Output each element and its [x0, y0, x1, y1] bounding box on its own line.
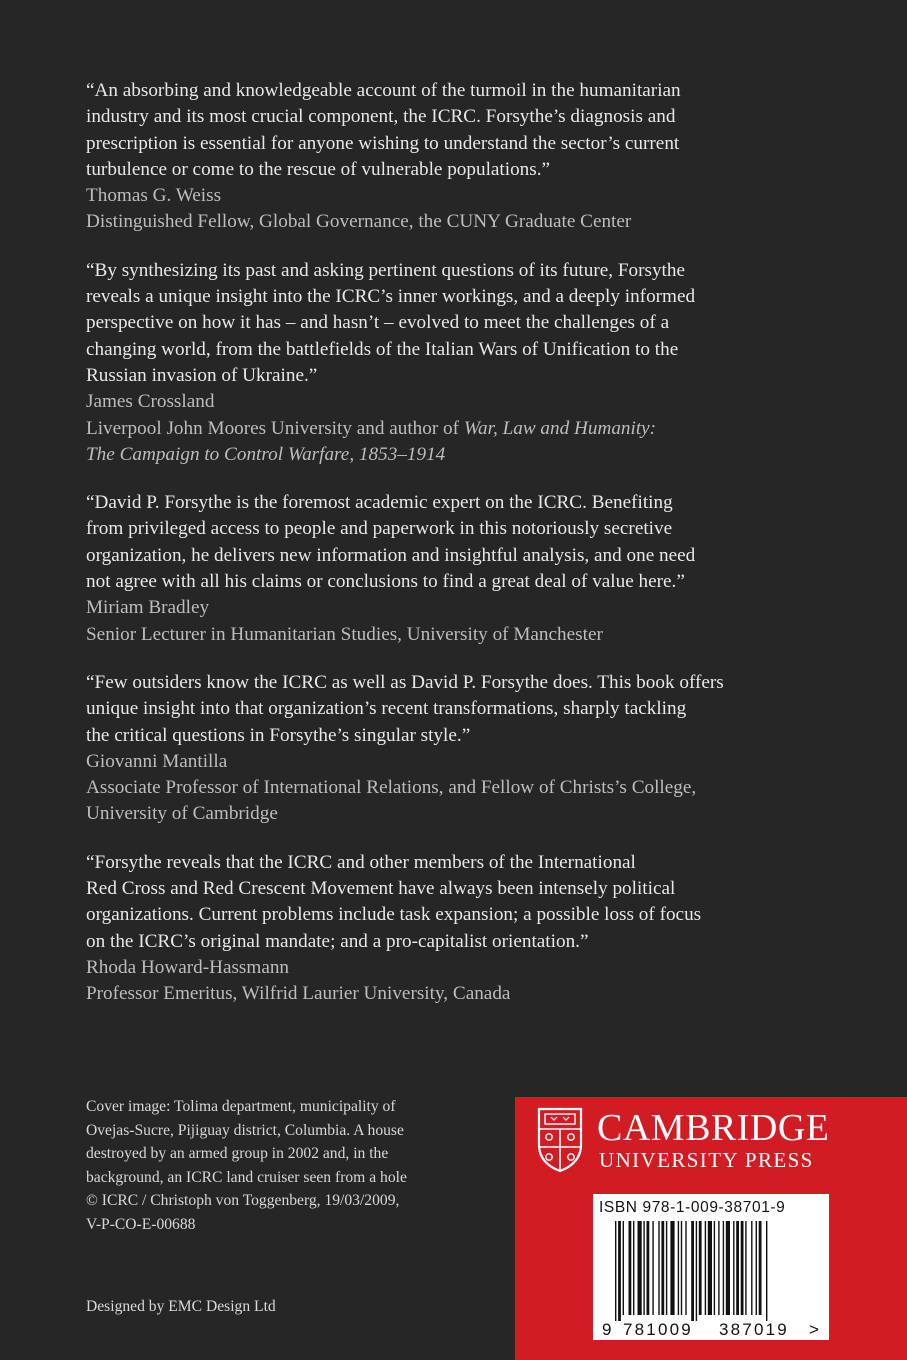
barcode-bar — [618, 1221, 621, 1321]
barcode-bar — [678, 1221, 679, 1315]
isbn-label: ISBN 978-1-009-38701-9 — [599, 1199, 786, 1216]
barcode-bar — [661, 1221, 664, 1315]
publisher-name: CAMBRIDGE — [597, 1107, 830, 1149]
review-author: Rhoda Howard-Hassmann — [86, 956, 290, 978]
review-author: Thomas G. Weiss — [86, 185, 222, 207]
barcode-bar — [733, 1221, 734, 1315]
cover-image-credit: Cover image: Tolima department, municipality of Ovejas-Sucre, Pijiguay district, Columbia. A house destroyed by an armed group in 2002 and, in the background, an ICRC land cruiser seen from a hole © ICRC / Christoph von Toggenberg, 19/03/2009, V-P-CO-E-00688 — [86, 1098, 407, 1233]
barcode-bar — [666, 1221, 667, 1315]
review-affiliation: Distinguished Fellow, Global Governance, the CUNY Graduate Center — [86, 211, 632, 233]
isbn-barcode — [593, 1194, 829, 1340]
barcode-bar — [685, 1221, 686, 1315]
barcode-bar — [652, 1221, 653, 1315]
barcode-arrow: > — [809, 1320, 819, 1339]
publisher-subtitle: UNIVERSITY PRESS — [599, 1148, 814, 1172]
barcode-bar — [647, 1221, 650, 1315]
review-author: Giovanni Mantilla — [86, 750, 228, 772]
cambridge-shield-icon — [537, 1107, 583, 1173]
review-1 — [86, 78, 806, 236]
barcode-bar — [759, 1221, 762, 1315]
barcode-bar — [756, 1221, 757, 1315]
barcode-bar — [699, 1221, 702, 1315]
review-affiliation: Senior Lecturer in Humanitarian Studies, University of Manchester — [86, 623, 603, 645]
reviews-section — [86, 78, 806, 1030]
review-author: James Crossland — [86, 391, 215, 413]
barcode-bar — [766, 1221, 767, 1321]
review-quote: “Forsythe reveals that the ICRC and other members of the International Red Cross and Red Crescent Movement have always been intensely political organizations. Current problems include task expansion; a possible loss of focus on the ICRC’s original mandate; and a pro-capitalist orientation.” — [86, 851, 702, 952]
barcode-bar — [638, 1221, 642, 1315]
publisher-block — [515, 1097, 907, 1360]
barcode-bar — [736, 1221, 739, 1315]
barcode-bar — [741, 1221, 744, 1315]
barcode-bar — [705, 1221, 706, 1315]
barcode-graphic — [601, 1221, 823, 1339]
review-affiliation-text: Liverpool John Moores University and author of — [86, 417, 464, 439]
barcode-bar — [681, 1221, 682, 1315]
barcode-bar — [714, 1221, 715, 1315]
review-5 — [86, 850, 806, 1008]
barcode-digits-left: 781009 — [623, 1320, 693, 1339]
barcode-bar — [723, 1221, 724, 1315]
barcode-bar — [745, 1221, 746, 1315]
barcode-bars — [615, 1221, 767, 1321]
barcode-digit-lead: 9 — [602, 1320, 612, 1339]
barcode-bar — [629, 1221, 632, 1315]
review-quote: “Few outsiders know the ICRC as well as David P. Forsythe does. This book offers unique insight into that organization’s recent transformations, sharply tackling the critical questions in Forsythe’s singular style.” — [86, 671, 724, 746]
barcode-digits-right: 387019 — [719, 1320, 789, 1339]
designer-credit: Designed by EMC Design Ltd — [86, 1298, 276, 1315]
review-3 — [86, 490, 806, 648]
review-author: Miriam Bradley — [86, 597, 210, 619]
barcode-bar — [726, 1221, 730, 1315]
review-2 — [86, 258, 806, 468]
barcode-bar — [643, 1221, 644, 1315]
barcode-bar — [718, 1221, 719, 1315]
review-quote: “An absorbing and knowledgeable account of the turmoil in the humanitarian industry and its most crucial component, the ICRC. Forsythe’s diagnosis and prescription is essential for anyone wishing to understand the sector’s current turbulence or come to the rescue of vulnerable populations.” — [86, 80, 681, 180]
barcode-bar — [623, 1221, 624, 1315]
review-quote: “David P. Forsythe is the foremost academic expert on the ICRC. Benefiting from privileged access to people and paperwork in this notoriously secretive organization, he delivers new information and insightful analysis, and one need not agree with all his claims or conclusions to find a great deal of value here.” — [86, 492, 696, 593]
review-affiliation: Associate Professor of International Relations, and Fellow of Christs’s College, University of Cambridge — [86, 777, 697, 825]
review-quote: “By synthesizing its past and asking pertinent questions of its future, Forsythe reveals a unique insight into the ICRC’s inner workings, and a deeply informed perspective on how it has – and hasn’t – evolved to meet the challenges of a changing world, from the battlefields of the Italian Wars of Unification to the Russian invasion of Ukraine.” — [86, 259, 696, 386]
barcode-bar — [615, 1221, 616, 1321]
review-affiliation — [86, 416, 806, 469]
barcode-bar — [691, 1221, 694, 1321]
barcode-bar — [696, 1221, 697, 1321]
barcode-bar — [670, 1221, 674, 1315]
review-book-title: War, Law and Humanity: The Campaign to Control Warfare, 1853–1914 — [86, 417, 657, 465]
review-4 — [86, 670, 806, 828]
barcode-bar — [633, 1221, 634, 1315]
review-affiliation: Professor Emeritus, Wilfrid Laurier University, Canada — [86, 983, 511, 1005]
barcode-bar — [658, 1221, 659, 1315]
barcode-bar — [751, 1221, 752, 1315]
barcode-bar — [708, 1221, 712, 1315]
